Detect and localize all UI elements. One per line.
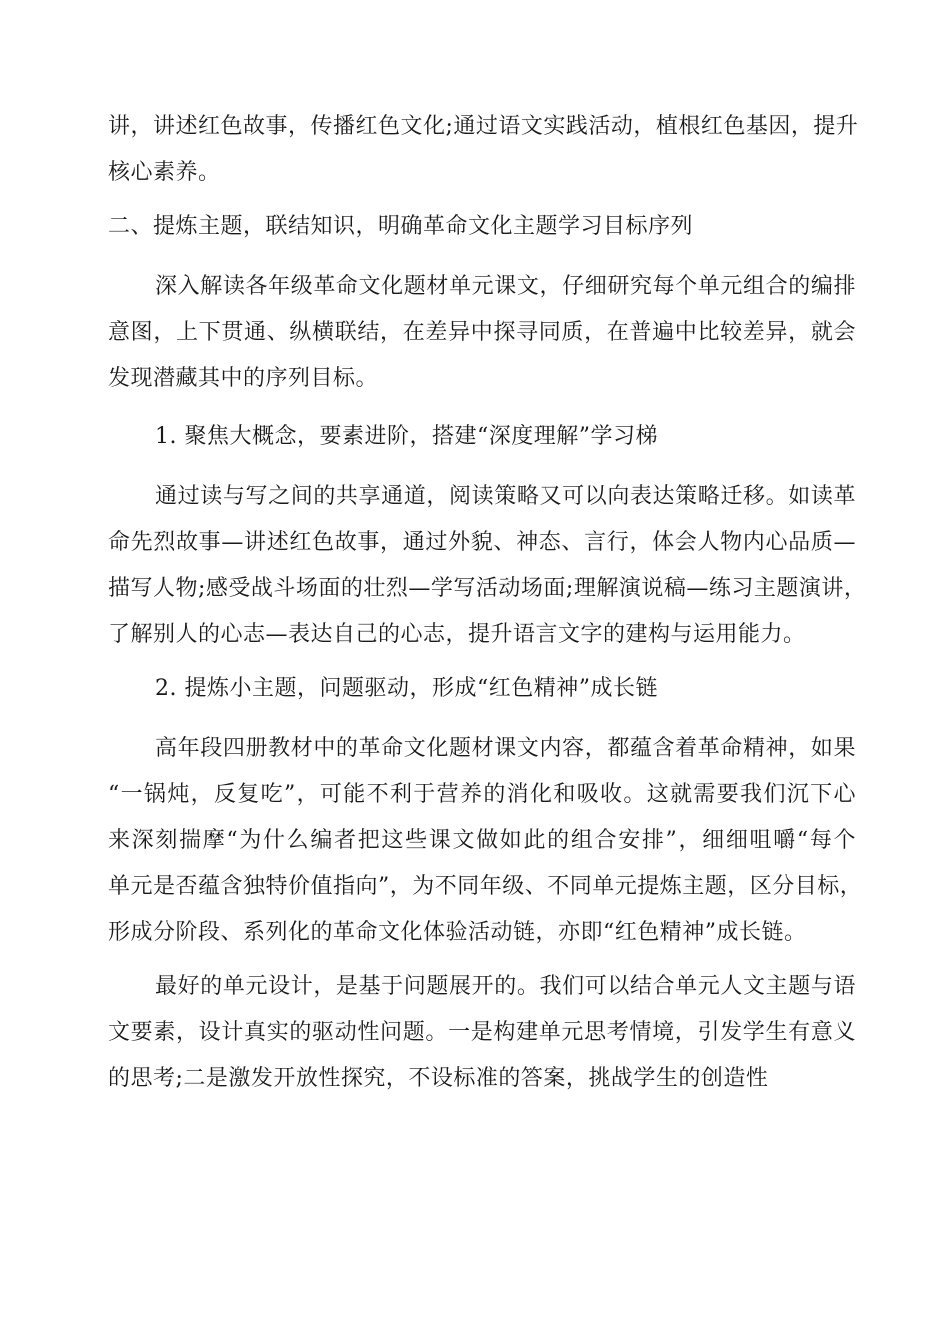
paragraph-line: 形成分阶段、系列化的革命文化体验活动链，亦即“红色精神”成长链。 xyxy=(108,920,807,945)
paragraph-line: 发现潜藏其中的序列目标。 xyxy=(108,366,379,391)
paragraph-line: 了解别人的心志—表达自己的心志，提升语言文字的建构与运用能力。 xyxy=(108,622,806,647)
paragraph-line: 高年段四册教材中的革命文化题材课文内容，都蕴含着革命精神，如果 xyxy=(155,736,856,761)
paragraph-line: 意图，上下贯通、纵横联结，在差异中探寻同质，在普遍中比较差异，就会 xyxy=(108,320,856,345)
paragraph-line: 单元是否蕴含独特价值指向”，为不同年级、不同单元提炼主题，区分目标， xyxy=(108,874,863,899)
paragraph-line: 最好的单元设计，是基于问题展开的。我们可以结合单元人文主题与语 xyxy=(155,974,856,999)
paragraph-line: 描写人物;感受战斗场面的壮烈—学写活动场面;理解演说稿—练习主题演讲， xyxy=(108,576,867,601)
section-heading: 二、提炼主题，联结知识，明确革命文化主题学习目标序列 xyxy=(108,214,694,239)
paragraph-line: 的思考;二是激发开放性探究，不设标准的答案，挑战学生的创造性 xyxy=(108,1066,769,1091)
paragraph-line: 文要素，设计真实的驱动性问题。一是构建单元思考情境，引发学生有意义 xyxy=(108,1020,856,1045)
paragraph-line: 深入解读各年级革命文化题材单元课文，仔细研究每个单元组合的编排 xyxy=(155,274,856,299)
subsection-heading: 1. 聚焦大概念，要素进阶，搭建“深度理解”学习梯 xyxy=(155,424,658,449)
paragraph-line: 核心素养。 xyxy=(108,160,221,185)
paragraph-line: 通过读与写之间的共享通道，阅读策略又可以向表达策略迁移。如读革 xyxy=(155,484,856,509)
subsection-heading: 2. 提炼小主题，问题驱动，形成“红色精神”成长链 xyxy=(155,676,658,701)
paragraph-line: 来深刻揣摩“为什么编者把这些课文做如此的组合安排”，细细咀嚼“每个 xyxy=(108,828,856,853)
paragraph-line: 命先烈故事—讲述红色故事，通过外貌、神态、言行，体会人物内心品质— xyxy=(108,530,856,555)
paragraph-line: “一锅炖，反复吃”，可能不利于营养的消化和吸收。这就需要我们沉下心 xyxy=(108,782,856,807)
paragraph-line: 讲，讲述红色故事，传播红色文化;通过语文实践活动，植根红色基因，提升 xyxy=(108,114,859,139)
